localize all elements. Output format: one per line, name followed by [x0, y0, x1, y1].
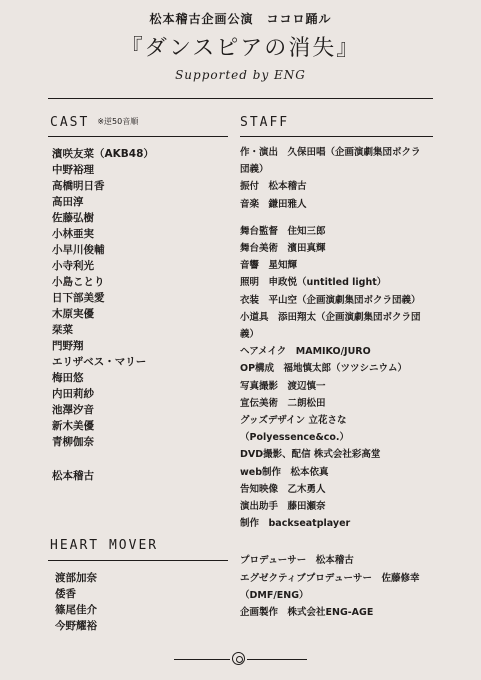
staff-credit — [240, 515, 465, 532]
staff-credit — [240, 378, 465, 395]
cast-member: 高田淳 — [52, 196, 84, 208]
play-title: 『ダンスピアの消失』 — [120, 36, 361, 61]
staff-credit-line: OP構成 福地慎太郎（ツツシニウム） — [240, 363, 407, 375]
cast-member: 佐藤弘樹 — [52, 212, 94, 224]
staff-credit — [240, 464, 465, 481]
footer-ornament-icon — [232, 652, 245, 665]
staff-credit — [240, 274, 465, 291]
cast-member: 日下部美愛 — [52, 292, 105, 304]
cast-member: 小林亜実 — [52, 228, 94, 240]
staff-credit — [240, 412, 465, 446]
staff-credit — [240, 604, 465, 621]
staff-credit-line: 照明 申政悦（untitled light） — [240, 277, 387, 289]
staff-credit — [240, 570, 465, 604]
staff-credit-line: 宣伝美術 二朗松田 — [240, 397, 326, 409]
staff-credit-line: ヘアメイク MAMIKO/JURO — [240, 346, 371, 358]
cast-member: 内田莉紗 — [52, 388, 94, 400]
staff-credit-line: プロデューサー 松本稽古 — [240, 555, 354, 567]
staff-credit-line: 舞台美術 濱田真輝 — [240, 243, 326, 255]
heart-mover-list — [55, 570, 97, 634]
cast-member: 木原実優 — [52, 308, 94, 320]
staff-credit-line: 作・演出 久保田唱（企画演劇集団ボクラ — [240, 147, 421, 158]
cast-member: 濱咲友菜（AKB48） — [52, 148, 154, 160]
staff-credit — [240, 178, 465, 195]
staff-credit — [240, 257, 465, 274]
cast-order-note: ※逆50音順 — [97, 117, 139, 126]
staff-credit-line: DVD撮影、配信 株式会社彩高堂 — [240, 449, 381, 461]
cast-member: 池澤汐音 — [52, 404, 94, 416]
cast-member: 梅田悠 — [52, 372, 84, 384]
footer-divider-left — [174, 659, 230, 660]
cast-member: エリザベス・マリー — [52, 356, 147, 368]
cast-list — [52, 146, 154, 484]
staff-credit — [240, 360, 465, 377]
supported-by: Supported by ENG — [175, 68, 306, 82]
staff-credit — [240, 292, 465, 309]
cast-member: 小寺利光 — [52, 260, 94, 272]
cast-member: 栞菜 — [52, 324, 73, 336]
heart-mover-member: 今野耀裕 — [55, 620, 97, 632]
staff-credit — [240, 395, 465, 412]
staff-credit-line: 告知映像 乙木勇人 — [240, 483, 326, 495]
staff-credit — [240, 481, 465, 498]
cast-spacer — [52, 450, 154, 468]
staff-credit-line: 小道具 添田翔太（企画演劇集団ボクラ団 — [240, 311, 421, 323]
staff-credit-line: グッズデザイン 立花さな — [240, 415, 347, 427]
staff-credit-line: 振付 松本稽古 — [240, 181, 307, 193]
staff-spacer — [240, 532, 465, 542]
staff-credit-line: （Polyessence&co.） — [240, 432, 350, 444]
heart-mover-heading: HEART MOVER — [50, 538, 159, 553]
staff-credit-line: 写真撮影 渡辺慎一 — [240, 380, 326, 392]
staff-credit-line: 演出助手 藤田瀬奈 — [240, 501, 326, 513]
cast-member: 小島ことり — [52, 276, 105, 288]
staff-credit-line: 企画製作 株式会社ENG-AGE — [240, 607, 374, 619]
staff-credit — [240, 498, 465, 515]
header-divider — [48, 98, 433, 99]
staff-credit — [240, 223, 465, 240]
staff-credit — [240, 343, 465, 360]
staff-credit-line: 舞台監督 住知三郎 — [240, 225, 326, 237]
staff-heading: STAFF — [240, 115, 290, 130]
cast-member: 門野翔 — [52, 340, 84, 352]
staff-credit-line: 衣装 平山空（企画演劇集団ボクラ団義） — [240, 294, 421, 306]
heart-mover-member: 倭香 — [55, 588, 76, 600]
staff-credit-line: 義） — [240, 329, 260, 341]
presenter-line: 松本稽古企画公演 ココロ踊ル — [149, 12, 332, 26]
staff-credit-line: 音楽 鎌田雅人 — [240, 198, 307, 210]
staff-spacer — [240, 542, 465, 552]
staff-credit-line: 音響 星知輝 — [240, 260, 298, 272]
staff-credit-line: web制作 松本依真 — [240, 466, 329, 478]
heart-mover-member: 篠尾佳介 — [55, 604, 97, 616]
heart-mover-member: 渡部加奈 — [55, 572, 97, 584]
staff-credit — [240, 446, 465, 463]
heart-mover-divider — [48, 560, 228, 561]
footer-divider-right — [247, 659, 307, 660]
staff-spacer — [240, 213, 465, 223]
cast-member: 中野裕理 — [52, 164, 94, 176]
staff-credit — [240, 309, 465, 343]
staff-credit — [240, 196, 465, 213]
staff-credit-line: 制作 backseatplayer — [240, 518, 351, 530]
staff-credit — [240, 144, 465, 178]
cast-member-featured: 松本稽古 — [52, 470, 94, 482]
cast-divider — [48, 136, 228, 137]
staff-divider — [240, 136, 433, 137]
cast-heading: CAST ※逆50音順 — [50, 115, 139, 130]
cast-member: 高橋明日香 — [52, 180, 105, 192]
cast-member: 青柳伽奈 — [52, 436, 94, 448]
cast-member: 小早川俊輔 — [52, 244, 105, 256]
staff-credit-line: エグゼクティブプロデューサー 佐藤修幸 — [240, 572, 420, 584]
staff-credit — [240, 552, 465, 569]
staff-credit-line: （DMF/ENG） — [240, 589, 309, 601]
staff-credit — [240, 240, 465, 257]
cast-member: 新木美優 — [52, 420, 94, 432]
staff-credit-line: 団義） — [240, 164, 269, 176]
staff-list — [240, 144, 465, 621]
